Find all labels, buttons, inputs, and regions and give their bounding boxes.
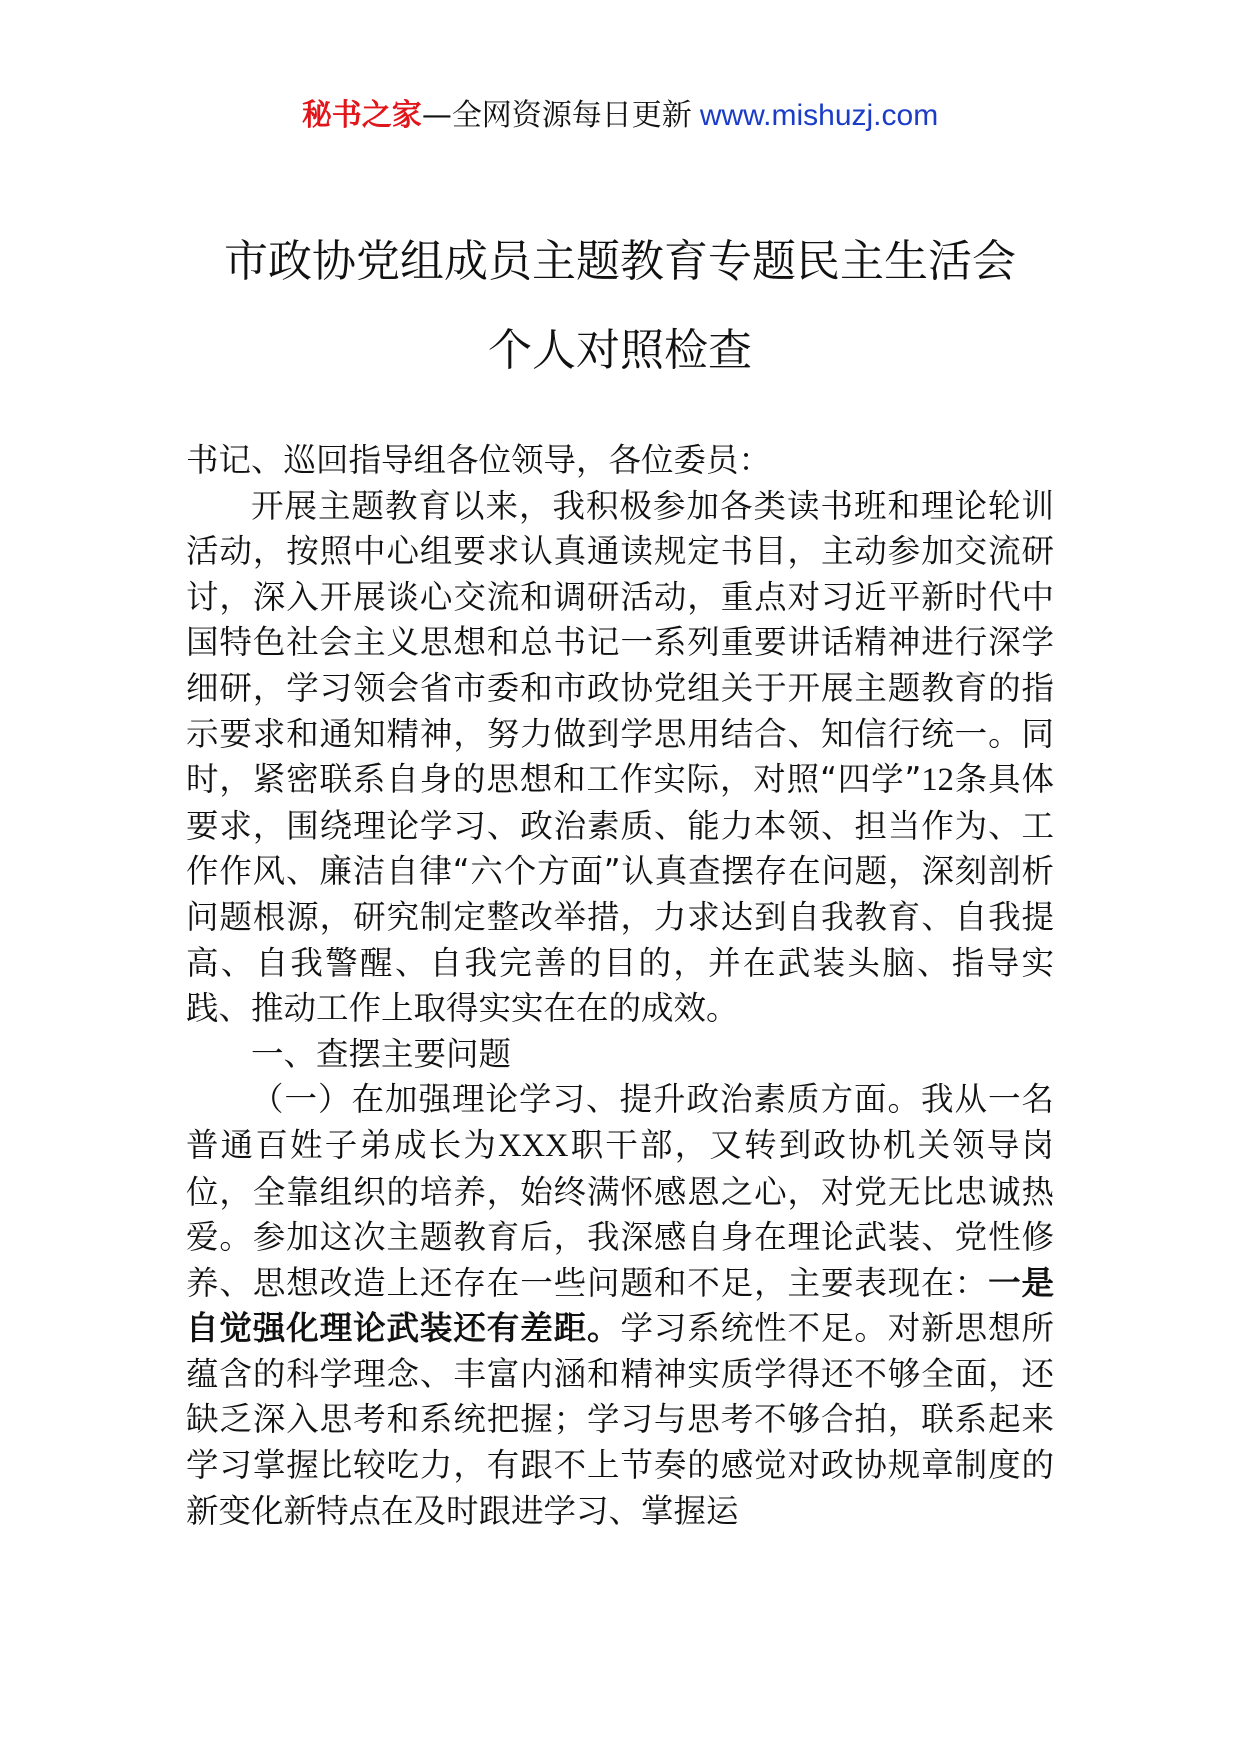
placeholder-xxx: XXX bbox=[498, 1127, 569, 1164]
bold-key-point: 一是自觉强化理论武装还有差距。 bbox=[186, 1263, 1054, 1348]
paragraph-intro-rest: 条具体要求，围绕理论学习、政治素质、能力本领、担当作为、工作作风、廉洁自律“六个方面”认真查摆存在问题，深刻剖析问题根源，研究制定整改举措，力求达到自我教育、自我提高、自我警醒、自我完善的目的，并在武装头脑、指导实践、推动工作上取得实实在在的成效。 bbox=[186, 760, 1054, 1028]
salutation: 书记、巡回指导组各位领导，各位委员： bbox=[186, 441, 772, 479]
site-url: www.mishuzj.com bbox=[699, 99, 939, 132]
paragraph-issue-1-text-a: （一）在加强理论学习、提升政治素质方面。我从一名普通百姓子弟成长为 bbox=[186, 1080, 1054, 1164]
document-body bbox=[186, 438, 1054, 1534]
site-header-banner bbox=[0, 96, 1240, 136]
paragraph-intro bbox=[186, 484, 1054, 1032]
paragraph-intro-text: 开展主题教育以来，我积极参加各类读书班和理论轮训活动，按照中心组要求认真通读规定书目，主动参加交流研讨，深入开展谈心交流和调研活动，重点对习近平新时代中国特色社会主义思想和总书记一系列重要讲话精神进行深学细研，学习领会省市委和市政协党组关于开展主题教育的指示要求和通知精神，努力做到学思用结合、知信行统一。同时，紧密联系自身的思想和工作实际，对照 bbox=[186, 486, 1054, 799]
paragraph-issue-1 bbox=[186, 1077, 1054, 1534]
paragraph-issue-1-text-c: 学习系统性不足。对新思想所蕴含的科学理念、丰富内涵和精神实质学得还不够全面，还缺乏深入思考和系统把握；学习与思考不够合拍，联系起来学习掌握比较吃力，有跟不上节奏的感觉对政协规章制度的新变化新特点在及时跟进学习、掌握运 bbox=[186, 1309, 1054, 1530]
brand-name: 秘书之家 bbox=[301, 98, 422, 133]
paragraph-issue-1-text-b: 职干部，又转到政协机关领导岗位，全靠组织的培养，始终满怀感恩之心，对党无比忠诚热爱。参加这次主题教育后，我深感自身在理论武装、党性修养、思想改造上还存在一些问题和不足，主要表现在： bbox=[186, 1125, 1054, 1302]
section-heading-1: 一、查摆主要问题 bbox=[251, 1034, 512, 1073]
document-title-line-2: 个人对照检查 bbox=[488, 325, 752, 376]
number-twelve: 12 bbox=[921, 762, 954, 799]
header-slogan: —全网资源每日更新 bbox=[421, 98, 692, 133]
document-title-line-1: 市政协党组成员主题教育专题民主生活会 bbox=[224, 236, 1016, 287]
quote-four-studies: “四学” bbox=[820, 760, 922, 799]
